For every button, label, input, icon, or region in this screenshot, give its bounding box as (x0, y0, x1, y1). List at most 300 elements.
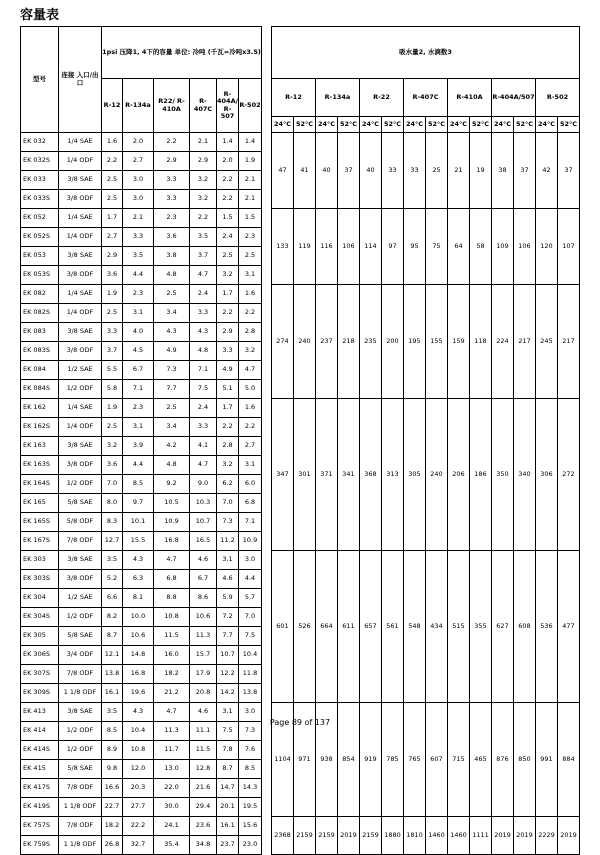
capacity-cell: 2.2 (238, 418, 261, 437)
capacity-cell: 7.5 (238, 627, 261, 646)
model-cell: EK 163S (21, 456, 59, 475)
column-gap (261, 551, 271, 570)
capacity-column-header: R-404A/ R-507 (217, 79, 239, 133)
connection-cell: 3/8 ODF (59, 342, 102, 361)
connection-cell: 5/8 SAE (59, 627, 102, 646)
temp-low-header: 24°C (447, 117, 469, 133)
water-capacity-cell: 133 (271, 209, 293, 285)
water-capacity-cell: 340 (513, 399, 535, 551)
capacity-column-header: R-134a (123, 79, 154, 133)
capacity-cell: 6.6 (102, 589, 123, 608)
water-capacity-cell: 536 (535, 551, 557, 703)
connection-cell: 1/2 SAE (59, 589, 102, 608)
model-cell: EK 084 (21, 361, 59, 380)
column-gap (261, 266, 271, 285)
water-capacity-cell: 884 (557, 703, 579, 817)
capacity-cell: 30.0 (154, 798, 190, 817)
column-gap (261, 741, 271, 760)
capacity-cell: 2.5 (154, 399, 190, 418)
water-capacity-cell: 991 (535, 703, 557, 817)
capacity-cell: 8.3 (102, 513, 123, 532)
capacity-cell: 3.3 (217, 342, 239, 361)
connection-cell: 1 1/8 ODF (59, 798, 102, 817)
model-cell: EK 305 (21, 627, 59, 646)
model-cell: EK 084S (21, 380, 59, 399)
water-capacity-cell: 274 (271, 285, 293, 399)
capacity-cell: 13.8 (102, 665, 123, 684)
capacity-cell: 4.8 (154, 456, 190, 475)
capacity-cell: 7.1 (123, 380, 154, 399)
column-gap (261, 342, 271, 361)
capacity-cell: 2.1 (238, 171, 261, 190)
capacity-cell: 2.5 (238, 247, 261, 266)
capacity-cell: 3.6 (102, 456, 123, 475)
capacity-cell: 8.7 (102, 627, 123, 646)
model-cell: EK 162 (21, 399, 59, 418)
capacity-cell: 4.6 (190, 551, 217, 570)
model-cell: EK 053 (21, 247, 59, 266)
connection-cell: 1 1/8 ODF (59, 684, 102, 703)
capacity-cell: 11.1 (190, 722, 217, 741)
capacity-cell: 1.4 (217, 133, 239, 152)
capacity-cell: 1.4 (238, 133, 261, 152)
capacity-cell: 14.2 (217, 684, 239, 703)
capacity-cell: 3.4 (154, 304, 190, 323)
column-gap (261, 646, 271, 665)
capacity-cell: 8.5 (238, 760, 261, 779)
water-capacity-cell: 119 (293, 209, 315, 285)
capacity-cell: 4.6 (217, 570, 239, 589)
capacity-cell: 1.9 (238, 152, 261, 171)
temp-high-header: 52°C (293, 117, 315, 133)
column-gap (261, 779, 271, 798)
capacity-cell: 2.0 (123, 133, 154, 152)
connection-cell: 3/8 ODF (59, 456, 102, 475)
capacity-cell: 16.1 (217, 817, 239, 836)
capacity-cell: 35.4 (154, 836, 190, 855)
water-capacity-cell: 477 (557, 551, 579, 703)
connection-cell: 5/8 ODF (59, 513, 102, 532)
capacity-cell: 10.4 (123, 722, 154, 741)
capacity-cell: 2.5 (217, 247, 239, 266)
water-capacity-cell: 200 (381, 285, 403, 399)
capacity-cell: 16.5 (190, 532, 217, 551)
capacity-table (20, 26, 580, 855)
capacity-cell: 1.7 (217, 399, 239, 418)
water-capacity-cell: 240 (293, 285, 315, 399)
capacity-cell: 14.8 (123, 646, 154, 665)
water-capacity-cell: 611 (337, 551, 359, 703)
capacity-cell: 2.2 (238, 304, 261, 323)
capacity-cell: 5.7 (238, 589, 261, 608)
capacity-cell: 22.7 (102, 798, 123, 817)
capacity-cell: 2.4 (190, 399, 217, 418)
capacity-cell: 1.7 (102, 209, 123, 228)
capacity-cell: 4.9 (217, 361, 239, 380)
capacity-cell: 2.4 (217, 228, 239, 247)
model-cell: EK 052 (21, 209, 59, 228)
connection-cell: 1/2 SAE (59, 361, 102, 380)
column-gap (261, 760, 271, 779)
model-cell: EK 082S (21, 304, 59, 323)
capacity-column-header: R22/ R-410A (154, 79, 190, 133)
capacity-cell: 14.3 (238, 779, 261, 798)
capacity-cell: 3.9 (123, 437, 154, 456)
capacity-cell: 6.8 (238, 494, 261, 513)
capacity-cell: 4.3 (123, 551, 154, 570)
connection-cell: 1/4 SAE (59, 209, 102, 228)
model-cell: EK 162S (21, 418, 59, 437)
capacity-cell: 27.7 (123, 798, 154, 817)
capacity-cell: 2.5 (154, 285, 190, 304)
capacity-cell: 3.1 (238, 266, 261, 285)
capacity-cell: 2.5 (102, 418, 123, 437)
capacity-cell: 10.7 (217, 646, 239, 665)
column-gap (261, 494, 271, 513)
capacity-cell: 3.3 (190, 418, 217, 437)
capacity-cell: 4.7 (238, 361, 261, 380)
capacity-cell: 2.4 (190, 285, 217, 304)
capacity-cell: 8.9 (102, 741, 123, 760)
connection-cell: 7/8 ODF (59, 817, 102, 836)
capacity-cell: 12.8 (190, 760, 217, 779)
column-gap (261, 589, 271, 608)
water-capacity-cell: 186 (469, 399, 491, 551)
water-capacity-cell: 118 (469, 285, 491, 399)
capacity-cell: 2.8 (238, 323, 261, 342)
capacity-cell: 2.9 (190, 152, 217, 171)
model-cell: EK 304S (21, 608, 59, 627)
capacity-cell: 10.4 (238, 646, 261, 665)
water-refrigerant-header: R-410A (447, 79, 491, 117)
capacity-cell: 1.9 (102, 399, 123, 418)
capacity-cell: 15.6 (238, 817, 261, 836)
capacity-cell: 1.7 (217, 285, 239, 304)
capacity-cell: 11.8 (238, 665, 261, 684)
capacity-cell: 11.5 (154, 627, 190, 646)
capacity-cell: 3.5 (190, 228, 217, 247)
capacity-cell: 6.0 (238, 475, 261, 494)
capacity-cell: 23.7 (217, 836, 239, 855)
capacity-cell: 7.0 (238, 608, 261, 627)
capacity-cell: 9.2 (154, 475, 190, 494)
capacity-cell: 3.2 (238, 342, 261, 361)
water-capacity-cell: 1460 (425, 817, 447, 855)
capacity-cell: 10.3 (190, 494, 217, 513)
column-gap (261, 836, 271, 855)
capacity-cell: 1.5 (238, 209, 261, 228)
water-refrigerant-header: R-502 (535, 79, 579, 117)
temp-low-header: 24°C (359, 117, 381, 133)
capacity-cell: 7.2 (217, 608, 239, 627)
water-capacity-cell: 657 (359, 551, 381, 703)
model-cell: EK 303 (21, 551, 59, 570)
connection-cell: 3/8 ODF (59, 190, 102, 209)
water-capacity-cell: 114 (359, 209, 381, 285)
connection-cell: 3/8 SAE (59, 551, 102, 570)
capacity-cell: 4.7 (190, 266, 217, 285)
capacity-cell: 26.8 (102, 836, 123, 855)
capacity-cell: 3.6 (102, 266, 123, 285)
water-capacity-cell: 1104 (271, 703, 293, 817)
temp-low-header: 24°C (271, 117, 293, 133)
connection-cell: 3/8 SAE (59, 171, 102, 190)
capacity-cell: 3.7 (102, 342, 123, 361)
temp-low-header: 24°C (315, 117, 337, 133)
capacity-cell: 8.0 (102, 494, 123, 513)
capacity-cell: 8.6 (190, 589, 217, 608)
capacity-cell: 1.9 (102, 285, 123, 304)
capacity-cell: 3.3 (102, 323, 123, 342)
capacity-cell: 3.1 (217, 551, 239, 570)
water-capacity-cell: 64 (447, 209, 469, 285)
capacity-cell: 2.9 (154, 152, 190, 171)
connection-cell: 5/8 SAE (59, 760, 102, 779)
capacity-cell: 3.3 (154, 190, 190, 209)
water-capacity-cell: 237 (315, 285, 337, 399)
capacity-cell: 2.0 (217, 152, 239, 171)
capacity-cell: 16.8 (154, 532, 190, 551)
water-refrigerant-header: R-134a (315, 79, 359, 117)
model-cell: EK 306S (21, 646, 59, 665)
model-cell: EK 309S (21, 684, 59, 703)
capacity-cell: 34.8 (190, 836, 217, 855)
water-capacity-cell: 434 (425, 551, 447, 703)
column-gap (261, 475, 271, 494)
capacity-cell: 9.7 (123, 494, 154, 513)
water-capacity-cell: 2019 (557, 817, 579, 855)
capacity-cell: 4.0 (123, 323, 154, 342)
column-gap (261, 190, 271, 209)
water-capacity-cell: 97 (381, 209, 403, 285)
column-gap (261, 304, 271, 323)
capacity-cell: 7.7 (217, 627, 239, 646)
water-capacity-cell: 159 (447, 285, 469, 399)
capacity-cell: 2.1 (190, 133, 217, 152)
capacity-cell: 21.2 (154, 684, 190, 703)
capacity-cell: 5.9 (217, 589, 239, 608)
capacity-cell: 11.7 (154, 741, 190, 760)
capacity-cell: 5.8 (102, 380, 123, 399)
water-capacity-cell: 19 (469, 133, 491, 209)
capacity-cell: 8.1 (123, 589, 154, 608)
water-capacity-cell: 2159 (315, 817, 337, 855)
water-capacity-cell: 561 (381, 551, 403, 703)
capacity-cell: 11.3 (190, 627, 217, 646)
capacity-cell: 4.4 (123, 266, 154, 285)
water-capacity-cell: 515 (447, 551, 469, 703)
water-capacity-cell: 301 (293, 399, 315, 551)
capacity-cell: 7.0 (102, 475, 123, 494)
water-group-header: 吸水量2, 水滴数3 (271, 27, 579, 79)
water-capacity-cell: 607 (425, 703, 447, 817)
capacity-cell: 4.3 (154, 323, 190, 342)
water-capacity-cell: 2019 (513, 817, 535, 855)
capacity-column-header: R-407C (190, 79, 217, 133)
connection-cell: 1/2 ODF (59, 722, 102, 741)
capacity-cell: 10.6 (123, 627, 154, 646)
water-capacity-cell: 715 (447, 703, 469, 817)
model-cell: EK 414 (21, 722, 59, 741)
capacity-cell: 3.1 (123, 418, 154, 437)
capacity-cell: 15.7 (190, 646, 217, 665)
water-capacity-cell: 224 (491, 285, 513, 399)
column-gap (261, 323, 271, 342)
water-capacity-cell: 33 (403, 133, 425, 209)
capacity-cell: 4.6 (190, 703, 217, 722)
column-gap (261, 228, 271, 247)
water-capacity-cell: 306 (535, 399, 557, 551)
model-cell: EK 304 (21, 589, 59, 608)
capacity-cell: 3.6 (154, 228, 190, 247)
capacity-cell: 3.0 (123, 171, 154, 190)
connection-cell: 3/8 ODF (59, 266, 102, 285)
column-gap (261, 152, 271, 171)
capacity-cell: 4.7 (154, 551, 190, 570)
water-capacity-cell: 42 (535, 133, 557, 209)
water-capacity-cell: 2368 (271, 817, 293, 855)
capacity-cell: 19.6 (123, 684, 154, 703)
capacity-cell: 11.3 (154, 722, 190, 741)
model-cell: EK 053S (21, 266, 59, 285)
column-gap (261, 27, 271, 133)
water-capacity-cell: 305 (403, 399, 425, 551)
capacity-cell: 3.3 (154, 171, 190, 190)
capacity-cell: 1.5 (217, 209, 239, 228)
water-capacity-cell: 195 (403, 285, 425, 399)
capacity-cell: 7.1 (190, 361, 217, 380)
connection-cell: 1/4 SAE (59, 133, 102, 152)
capacity-cell: 12.7 (102, 532, 123, 551)
capacity-cell: 22.2 (123, 817, 154, 836)
column-gap (261, 380, 271, 399)
column-gap (261, 171, 271, 190)
column-gap (261, 627, 271, 646)
water-capacity-cell: 217 (513, 285, 535, 399)
column-gap (261, 361, 271, 380)
capacity-cell: 7.6 (238, 741, 261, 760)
table-row (21, 817, 580, 836)
capacity-cell: 21.6 (190, 779, 217, 798)
temp-high-header: 52°C (381, 117, 403, 133)
model-cell: EK 032S (21, 152, 59, 171)
capacity-cell: 4.3 (190, 323, 217, 342)
capacity-cell: 2.7 (102, 228, 123, 247)
capacity-cell: 10.1 (123, 513, 154, 532)
capacity-cell: 7.8 (217, 741, 239, 760)
capacity-cell: 10.6 (190, 608, 217, 627)
water-capacity-cell: 41 (293, 133, 315, 209)
capacity-cell: 2.5 (102, 304, 123, 323)
model-cell: EK 032 (21, 133, 59, 152)
capacity-cell: 13.8 (238, 684, 261, 703)
capacity-cell: 3.0 (238, 703, 261, 722)
capacity-cell: 10.9 (238, 532, 261, 551)
capacity-cell: 4.9 (154, 342, 190, 361)
capacity-cell: 4.4 (238, 570, 261, 589)
capacity-cell: 4.2 (154, 437, 190, 456)
model-cell: EK 167S (21, 532, 59, 551)
water-refrigerant-header: R-404A/507 (491, 79, 535, 117)
capacity-cell: 20.3 (123, 779, 154, 798)
water-capacity-cell: 2019 (337, 817, 359, 855)
capacity-cell: 10.7 (190, 513, 217, 532)
water-capacity-cell: 37 (557, 133, 579, 209)
capacity-cell: 1.6 (102, 133, 123, 152)
capacity-cell: 4.7 (190, 456, 217, 475)
capacity-cell: 3.2 (190, 190, 217, 209)
column-gap (261, 418, 271, 437)
capacity-cell: 4.8 (190, 342, 217, 361)
connection-cell: 3/8 SAE (59, 703, 102, 722)
water-capacity-cell: 347 (271, 399, 293, 551)
capacity-cell: 2.7 (123, 152, 154, 171)
column-gap (261, 133, 271, 152)
model-cell: EK 052S (21, 228, 59, 247)
water-capacity-cell: 371 (315, 399, 337, 551)
capacity-cell: 12.1 (102, 646, 123, 665)
connection-cell: 3/8 SAE (59, 323, 102, 342)
capacity-cell: 3.5 (123, 247, 154, 266)
column-gap (261, 684, 271, 703)
water-capacity-cell: 206 (447, 399, 469, 551)
capacity-cell: 9.8 (102, 760, 123, 779)
model-cell: EK 033 (21, 171, 59, 190)
capacity-cell: 3.0 (238, 551, 261, 570)
table-row (21, 133, 580, 152)
capacity-cell: 2.2 (217, 304, 239, 323)
water-capacity-cell: 47 (271, 133, 293, 209)
capacity-cell: 7.0 (217, 494, 239, 513)
water-capacity-cell: 120 (535, 209, 557, 285)
capacity-cell: 10.8 (123, 741, 154, 760)
table-row (21, 285, 580, 304)
capacity-cell: 3.7 (190, 247, 217, 266)
water-capacity-cell: 608 (513, 551, 535, 703)
water-capacity-cell: 971 (293, 703, 315, 817)
column-gap (261, 247, 271, 266)
column-gap (261, 817, 271, 836)
capacity-cell: 3.5 (102, 703, 123, 722)
column-gap (261, 456, 271, 475)
capacity-cell: 5.2 (102, 570, 123, 589)
capacity-cell: 3.3 (123, 228, 154, 247)
temp-high-header: 52°C (513, 117, 535, 133)
capacity-cell: 2.7 (238, 437, 261, 456)
water-capacity-cell: 25 (425, 133, 447, 209)
connection-cell: 1/4 ODF (59, 418, 102, 437)
capacity-cell: 2.9 (102, 247, 123, 266)
capacity-cell: 16.6 (102, 779, 123, 798)
water-capacity-cell: 1880 (381, 817, 403, 855)
page-title: 容量表 (20, 8, 60, 23)
capacity-cell: 14.7 (217, 779, 239, 798)
water-capacity-cell: 272 (557, 399, 579, 551)
capacity-cell: 23.6 (190, 817, 217, 836)
water-capacity-cell: 106 (337, 209, 359, 285)
water-capacity-cell: 240 (425, 399, 447, 551)
water-capacity-cell: 38 (491, 133, 513, 209)
model-cell: EK 165 (21, 494, 59, 513)
capacity-cell: 5.0 (238, 380, 261, 399)
capacity-cell: 2.2 (217, 171, 239, 190)
capacity-cell: 2.5 (102, 171, 123, 190)
capacity-cell: 7.3 (238, 722, 261, 741)
temp-low-header: 24°C (535, 117, 557, 133)
water-capacity-cell: 155 (425, 285, 447, 399)
temp-low-header: 24°C (491, 117, 513, 133)
capacity-cell: 3.1 (238, 456, 261, 475)
